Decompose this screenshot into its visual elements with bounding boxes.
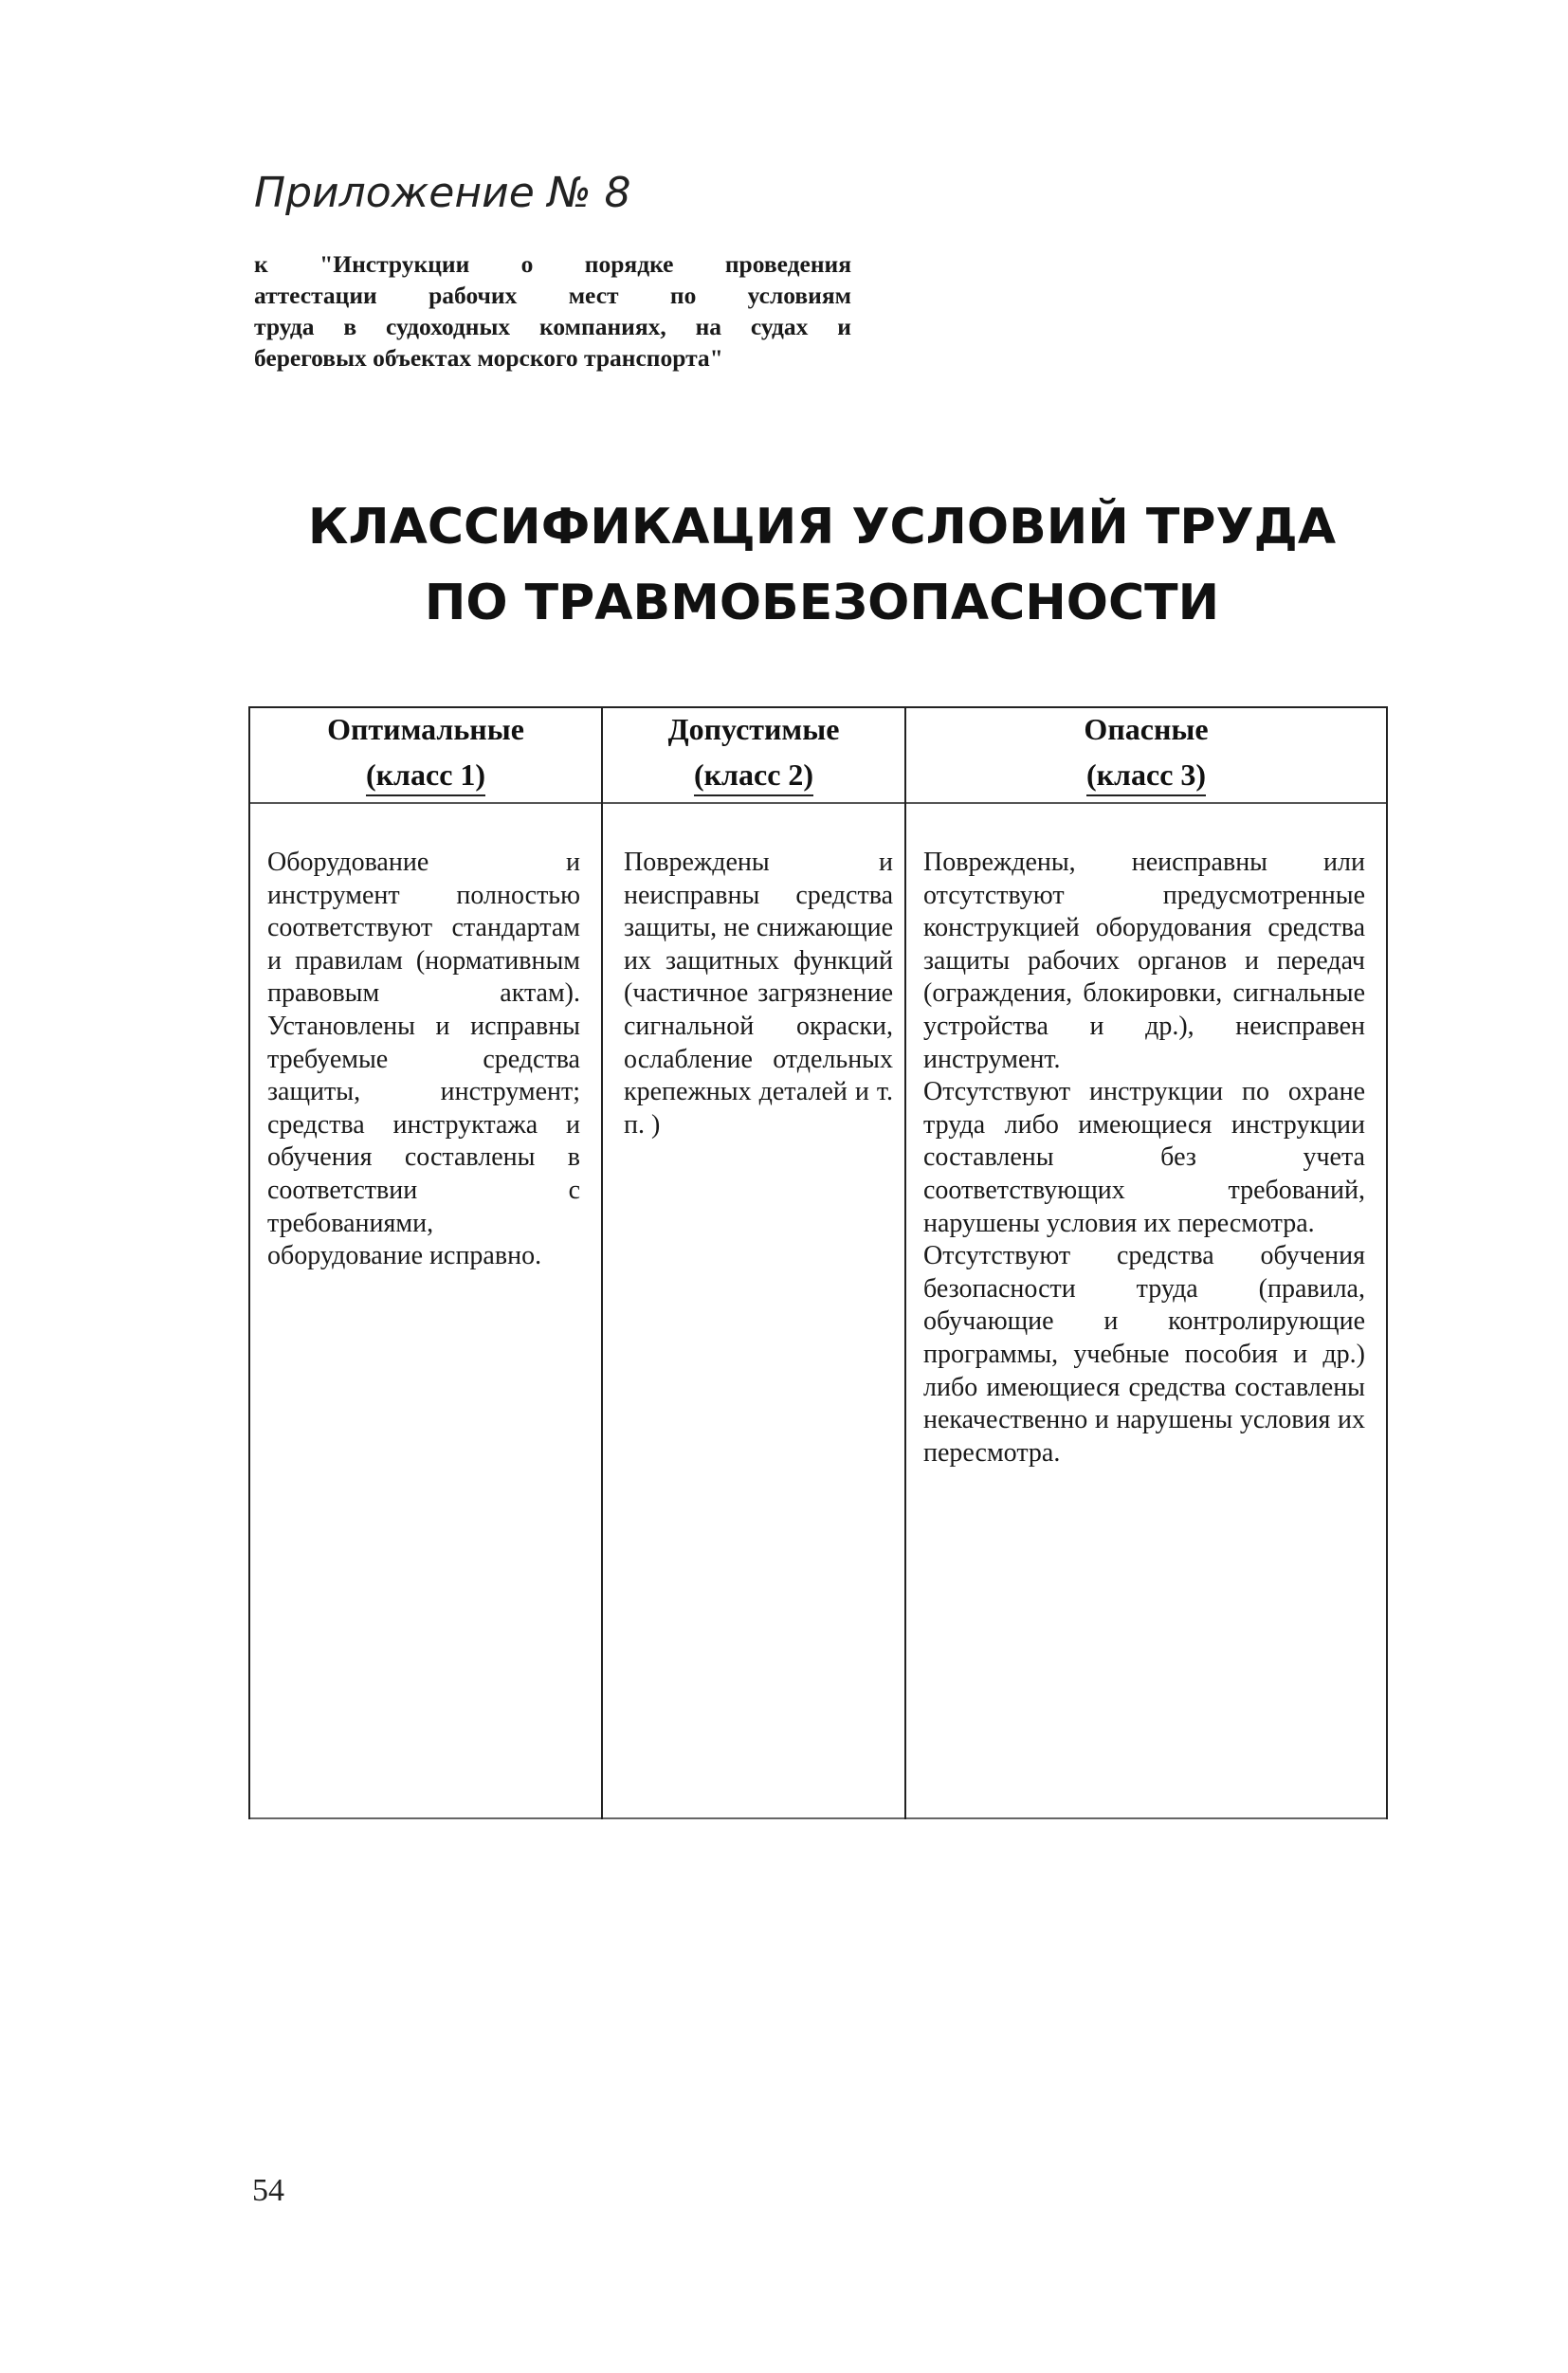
classification-table	[248, 706, 1388, 1819]
cell-optimal	[267, 847, 580, 1273]
page-title-line-1: КЛАССИФИКАЦИЯ УСЛОВИЙ ТРУДА	[307, 499, 1337, 556]
table-border-right	[1386, 706, 1388, 1819]
table-border-left	[248, 706, 250, 1819]
appendix-subtitle-line: береговых объектах морского транспорта"	[254, 344, 723, 372]
table-header-divider	[248, 802, 1388, 804]
page-number: 54	[252, 2173, 284, 2208]
cell-text: Повреждены и неисправны средства защиты, не снижающие их защитных функций (частичное загрязнение сигнальной окраски, ослабление отдельных крепежных деталей и т. п. )	[624, 848, 893, 1140]
appendix-title: Приложение № 8	[254, 169, 631, 217]
column-header-dangerous	[906, 706, 1386, 801]
column-header-name: Оптимальные	[327, 712, 524, 746]
cell-text: Оборудование и инструмент полностью соответствуют стандартам и правилам (нормативным правовым актам). Установлены и исправны требуемые средства защиты, инструмент; средства инструктажа и обучения составлены в соответствии с требованиями, оборудование исправно.	[267, 848, 580, 1271]
appendix-subtitle	[254, 248, 851, 374]
column-header-class: (класс 1)	[366, 755, 485, 796]
column-header-acceptable	[603, 706, 904, 801]
cell-dangerous	[923, 847, 1365, 1469]
appendix-subtitle-line: аттестации рабочих мест по условиям	[254, 282, 851, 309]
column-header-name: Опасные	[1084, 712, 1209, 746]
page-title-line-2: ПО ТРАВМОБЕЗОПАСНОСТИ	[424, 575, 1220, 631]
appendix-subtitle-line: к "Инструкции о порядке проведения	[254, 250, 851, 278]
table-column-divider-1	[601, 706, 603, 1819]
cell-acceptable	[624, 847, 893, 1141]
cell-paragraph: Повреждены, неисправны или отсутствуют предусмотренные конструкцией оборудования средства защиты рабочих органов и передач (ограждения, блокировки, сигнальные устройства и др.), неисправен инструмент.	[923, 848, 1365, 1074]
column-header-class: (класс 2)	[694, 755, 813, 796]
column-header-class: (класс 3)	[1086, 755, 1206, 796]
column-header-optimal	[250, 706, 601, 801]
column-header-name: Допустимые	[667, 712, 840, 746]
table-column-divider-2	[904, 706, 906, 1819]
appendix-subtitle-line: труда в судоходных компаниях, на судах и	[254, 313, 851, 340]
cell-paragraph: Отсутствуют средства обучения безопасности труда (правила, обучающие и контролирующие программы, учебные пособия и др.) либо имеющиеся средства составлены некачественно и нарушены условия их пересмотра.	[923, 1241, 1365, 1468]
table-border-bottom	[248, 1817, 1388, 1819]
cell-paragraph: Отсутствуют инструкции по охране труда либо имеющиеся инструкции составлены без учета соответствующих требований, нарушены условия их пересмотра.	[923, 1077, 1365, 1238]
